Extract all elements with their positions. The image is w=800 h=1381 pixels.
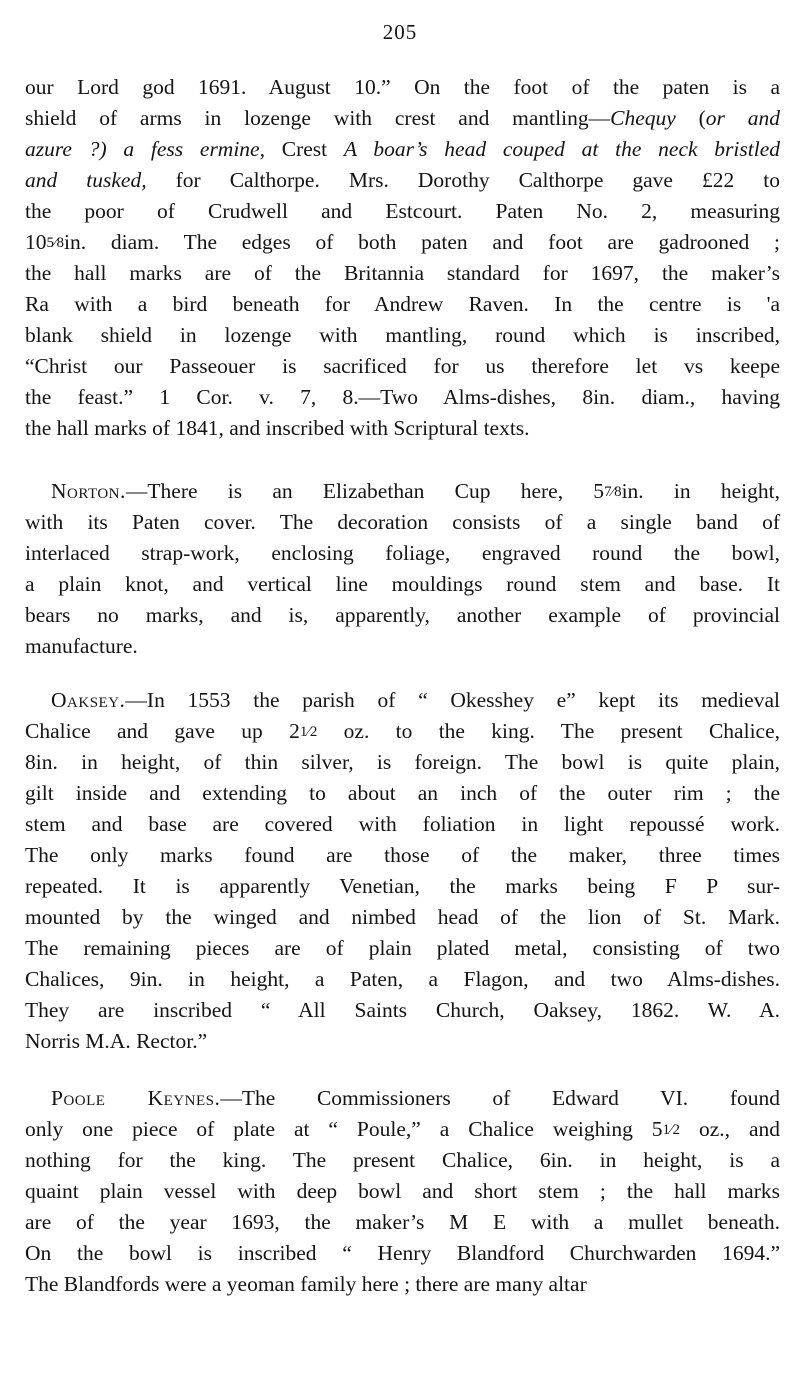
text-run: oz., and xyxy=(680,1117,781,1141)
text-line xyxy=(25,1083,780,1114)
text-run: 10 xyxy=(25,230,47,254)
fraction: 1⁄2 xyxy=(662,1122,681,1138)
text-line xyxy=(25,1269,780,1300)
text-run: The Blandfords were a yeoman family here ; there are many altar xyxy=(25,1272,587,1296)
text-run: Ra with a bird beneath for Andrew Raven. In the centre is 'a xyxy=(25,292,780,316)
text-run: Norris M.A. Rector.” xyxy=(25,1029,208,1053)
text-line xyxy=(25,382,780,413)
text-line xyxy=(25,933,780,964)
text-line xyxy=(25,289,780,320)
text-line xyxy=(25,995,780,1026)
text-line xyxy=(25,227,780,258)
text-line xyxy=(25,840,780,871)
text-line xyxy=(25,747,780,778)
paragraph-poole-keynes xyxy=(25,1083,780,1300)
text-run: only one piece of plate at “ Poule,” a Chalice weighing 5 xyxy=(25,1117,663,1141)
text-line xyxy=(25,258,780,289)
fraction: 5⁄8 xyxy=(46,235,65,251)
text-run: mounted by the winged and nimbed head of the lion of St. Mark. xyxy=(25,905,780,929)
text-line xyxy=(25,964,780,995)
text-run: A boar’s head couped at the neck bristled xyxy=(343,137,780,161)
text-run: are of the year 1693, the maker’s M E with a mullet beneath. xyxy=(25,1210,780,1234)
text-run: the poor of Crudwell and Estcourt. Paten No. 2, measuring xyxy=(25,199,780,223)
text-run: the hall marks are of the Britannia standard for 1697, the maker’s xyxy=(25,261,780,285)
text-run: Chalice and gave up 2 xyxy=(25,719,300,743)
text-line xyxy=(25,685,780,716)
text-line xyxy=(25,871,780,902)
text-run: —In 1553 the parish of “ Okesshey e” kept its medieval xyxy=(125,688,780,712)
text-line xyxy=(25,778,780,809)
text-run: azure ?) a fess ermine, xyxy=(25,137,265,161)
text-line xyxy=(25,809,780,840)
text-run: quaint plain vessel with deep bowl and short stem ; the hall marks xyxy=(25,1179,780,1203)
text-run: gilt inside and extending to about an inch of the outer rim ; the xyxy=(25,781,780,805)
place-heading: Norton. xyxy=(51,479,126,503)
text-line xyxy=(25,716,780,747)
fraction: 7⁄8 xyxy=(604,484,622,500)
text-run: —The Commissioners of Edward VI. found xyxy=(220,1086,780,1110)
text-run: oz. to the king. The present Chalice, xyxy=(317,719,780,743)
text-line xyxy=(25,1145,780,1176)
text-line xyxy=(25,351,780,382)
text-run: blank shield in lozenge with mantling, round which is inscribed, xyxy=(25,323,780,347)
text-run: and tusked, xyxy=(25,168,147,192)
fraction: 1⁄2 xyxy=(299,724,318,740)
text-run: On the bowl is inscribed “ Henry Blandford Churchwarden 1694.” xyxy=(25,1241,780,1265)
text-run: a plain knot, and vertical line mouldings round stem and base. It xyxy=(25,572,780,596)
text-run: bears no marks, and is, apparently, another example of provincial xyxy=(25,603,780,627)
text-run: Crest xyxy=(264,137,344,161)
text-run: “Christ our Passeouer is sacrificed for us therefore let vs keepe xyxy=(25,354,780,378)
page-number: 205 xyxy=(382,20,418,44)
text-line xyxy=(25,538,780,569)
text-run: in. in height, xyxy=(621,479,780,503)
text-run: manufacture. xyxy=(25,634,138,658)
text-run: our Lord god 1691. August 10.” On the foot of the paten is a xyxy=(25,75,780,99)
text-run: The only marks found are those of the maker, three times xyxy=(25,843,780,867)
paragraph-norton xyxy=(25,476,780,662)
text-run: with its Paten cover. The decoration consists of a single band of xyxy=(25,510,780,534)
place-heading: Poole Keynes. xyxy=(51,1086,221,1110)
text-run: Chequy xyxy=(610,106,676,130)
text-run: —There is an Elizabethan Cup here, 5 xyxy=(125,479,605,503)
text-line xyxy=(25,476,780,507)
text-line xyxy=(25,1114,780,1145)
text-line xyxy=(25,600,780,631)
text-line xyxy=(25,631,780,662)
text-line xyxy=(25,902,780,933)
text-line xyxy=(25,1238,780,1269)
text-line xyxy=(25,1207,780,1238)
text-run: or and xyxy=(705,106,780,130)
text-line xyxy=(25,569,780,600)
text-line xyxy=(25,196,780,227)
text-run: shield of arms in lozenge with crest and mantling— xyxy=(25,106,611,130)
text-run: The remaining pieces are of plain plated metal, consisting of two xyxy=(25,936,780,960)
text-run: the hall marks of 1841, and inscribed with Scriptural texts. xyxy=(25,416,530,440)
text-run: ( xyxy=(675,106,706,130)
text-line xyxy=(25,72,780,103)
text-run: They are inscribed “ All Saints Church, Oaksey, 1862. W. A. xyxy=(25,998,780,1022)
text-run: 8in. in height, of thin silver, is foreign. The bowl is quite plain, xyxy=(25,750,780,774)
text-line xyxy=(25,165,780,196)
paragraph-calthorpe-paten xyxy=(25,72,780,444)
text-line xyxy=(25,134,780,165)
paragraph-oaksey xyxy=(25,685,780,1057)
text-run: the feast.” 1 Cor. v. 7, 8.—Two Alms-dishes, 8in. diam., having xyxy=(25,385,780,409)
text-run: stem and base are covered with foliation in light repoussé work. xyxy=(25,812,780,836)
place-heading: Oaksey. xyxy=(51,688,126,712)
text-line xyxy=(25,103,780,134)
text-line xyxy=(25,1026,780,1057)
text-line xyxy=(25,1176,780,1207)
text-run: Chalices, 9in. in height, a Paten, a Flagon, and two Alms-dishes. xyxy=(25,967,780,991)
text-run: in. diam. The edges of both paten and foot are gadrooned ; xyxy=(64,230,780,254)
text-line xyxy=(25,413,780,444)
text-run: nothing for the king. The present Chalice, 6in. in height, is a xyxy=(25,1148,780,1172)
text-run: for Calthorpe. Mrs. Dorothy Calthorpe gave £22 to xyxy=(146,168,780,192)
text-run: interlaced strap-work, enclosing foliage, engraved round the bowl, xyxy=(25,541,780,565)
text-line xyxy=(25,320,780,351)
text-run: repeated. It is apparently Venetian, the marks being F P sur- xyxy=(25,874,780,898)
text-line xyxy=(25,507,780,538)
